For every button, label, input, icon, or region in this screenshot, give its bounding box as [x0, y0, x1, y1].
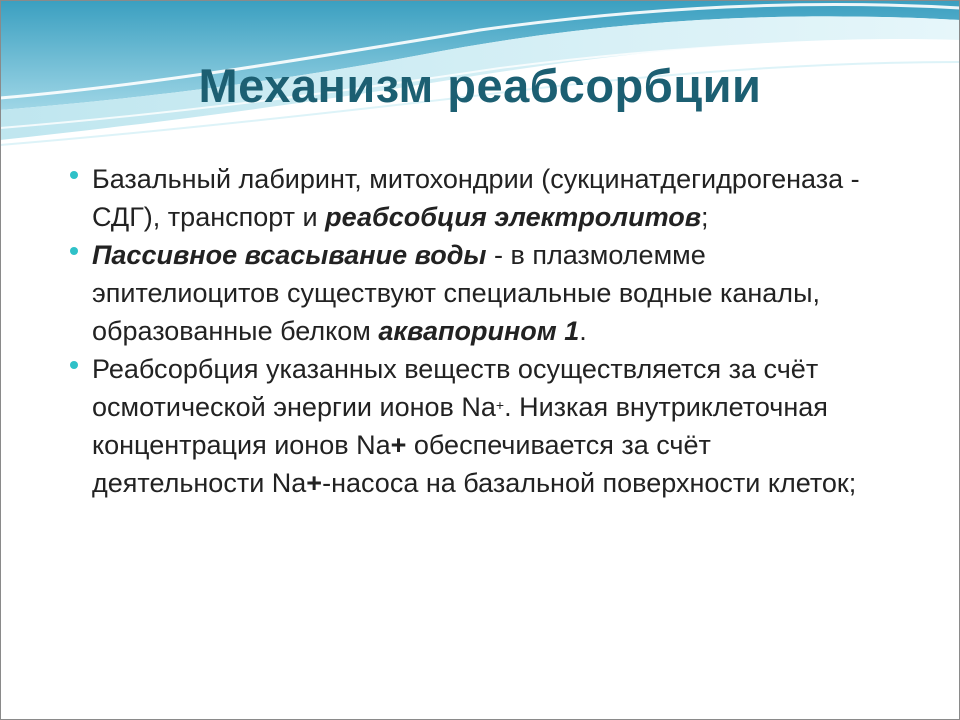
item-text: Реабсорбция указанных веществ осуществляется за счёт осмотической энергии ионов Na [92, 354, 819, 422]
item-text: Базальный лабиринт, митохондрии (сукцинатдегидрогеназа - СДГ), транспорт и [92, 164, 860, 232]
item-emphasis: реабсобция электролитов [325, 202, 702, 232]
item-text: обеспечивается за счёт деятельности Na [92, 430, 711, 498]
superscript-plus: + [495, 397, 505, 413]
plus-sign: + [306, 468, 323, 498]
page-title: Механизм реабсорбции [198, 59, 762, 112]
plus-sign: + [390, 430, 407, 460]
item-text: . Низкая внутриклеточная концентрация ионов Na [92, 392, 828, 460]
item-text: ; [701, 202, 709, 232]
item-text: . [579, 316, 587, 346]
item-emphasis: Пассивное всасывание воды [92, 240, 487, 270]
item-text: - в плазмолемме эпителиоцитов существуют специальные водные каналы, образованные белком [92, 240, 820, 346]
item-text: -насоса на базальной поверхности клеток; [322, 468, 857, 498]
item-emphasis: аквапорином 1 [378, 316, 580, 346]
